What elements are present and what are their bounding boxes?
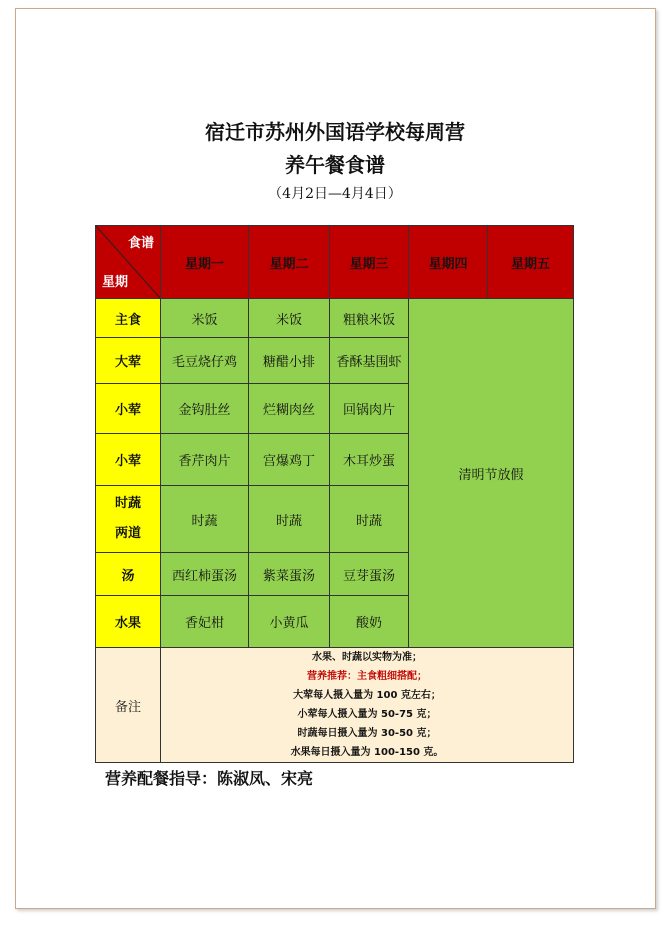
dish-cell: 香酥基围虾 [330, 338, 409, 384]
notes-row [96, 648, 574, 763]
category-cell: 主食 [96, 299, 161, 338]
menu-table [95, 225, 574, 763]
corner-label-weekday: 星期 [102, 275, 129, 290]
day-header: 星期二 [249, 226, 330, 299]
category-line: 两道 [114, 526, 141, 541]
dish-cell: 时蔬 [249, 486, 330, 553]
day-header: 星期四 [409, 226, 488, 299]
day-header: 星期三 [330, 226, 409, 299]
date-range: （4月2日—4月4日） [268, 186, 402, 202]
dish-cell: 时蔬 [161, 486, 249, 553]
note-line: 时蔬每日摄入量为 30-50 克； [297, 728, 437, 739]
corner-label-menu: 食谱 [127, 236, 154, 251]
dish-cell: 米饭 [161, 299, 249, 338]
note-line: 小荤每人摄入量为 50-75 克； [297, 709, 437, 720]
category-cell: 小荤 [96, 384, 161, 434]
dish-cell: 米饭 [249, 299, 330, 338]
holiday-cell: 清明节放假 [409, 299, 574, 648]
header-row [96, 226, 574, 299]
table-row [96, 299, 574, 338]
corner-cell [96, 226, 161, 299]
notes-cell [161, 648, 574, 763]
category-cell: 汤 [96, 553, 161, 596]
dish-cell: 香妃柑 [161, 596, 249, 648]
note-line: 水果每日摄入量为 100-150 克。 [290, 747, 444, 758]
dish-cell: 糖醋小排 [249, 338, 330, 384]
title-line-1: 宿迁市苏州外国语学校每周营 [205, 120, 465, 144]
dish-cell: 回锅肉片 [330, 384, 409, 434]
dish-cell: 小黄瓜 [249, 596, 330, 648]
dish-cell: 毛豆烧仔鸡 [161, 338, 249, 384]
category-cell [96, 486, 161, 553]
dish-cell: 豆芽蛋汤 [330, 553, 409, 596]
title-line-2: 养午餐食谱 [285, 153, 385, 177]
dish-cell: 香芹肉片 [161, 434, 249, 486]
dish-cell: 木耳炒蛋 [330, 434, 409, 486]
nutrition-guidance-footer: 营养配餐指导：陈淑凤、宋亮 [105, 769, 314, 788]
category-cell: 水果 [96, 596, 161, 648]
notes-label: 备注 [96, 648, 161, 763]
note-line: 水果、时蔬以实物为准； [312, 652, 422, 663]
dish-cell: 西红柿蛋汤 [161, 553, 249, 596]
dish-cell: 时蔬 [330, 486, 409, 553]
day-header: 星期五 [488, 226, 574, 299]
day-header: 星期一 [161, 226, 249, 299]
dish-cell: 粗粮米饭 [330, 299, 409, 338]
note-line: 大荤每人摄入量为 100 克左右； [293, 690, 441, 701]
category-cell: 大荤 [96, 338, 161, 384]
dish-cell: 烂糊肉丝 [249, 384, 330, 434]
dish-cell: 宫爆鸡丁 [249, 434, 330, 486]
category-cell: 小荤 [96, 434, 161, 486]
dish-cell: 紫菜蛋汤 [249, 553, 330, 596]
dish-cell: 酸奶 [330, 596, 409, 648]
dish-cell: 金钩肚丝 [161, 384, 249, 434]
category-line: 时蔬 [114, 496, 141, 511]
note-line-recommendation: 营养推荐：主食粗细搭配； [307, 671, 427, 682]
